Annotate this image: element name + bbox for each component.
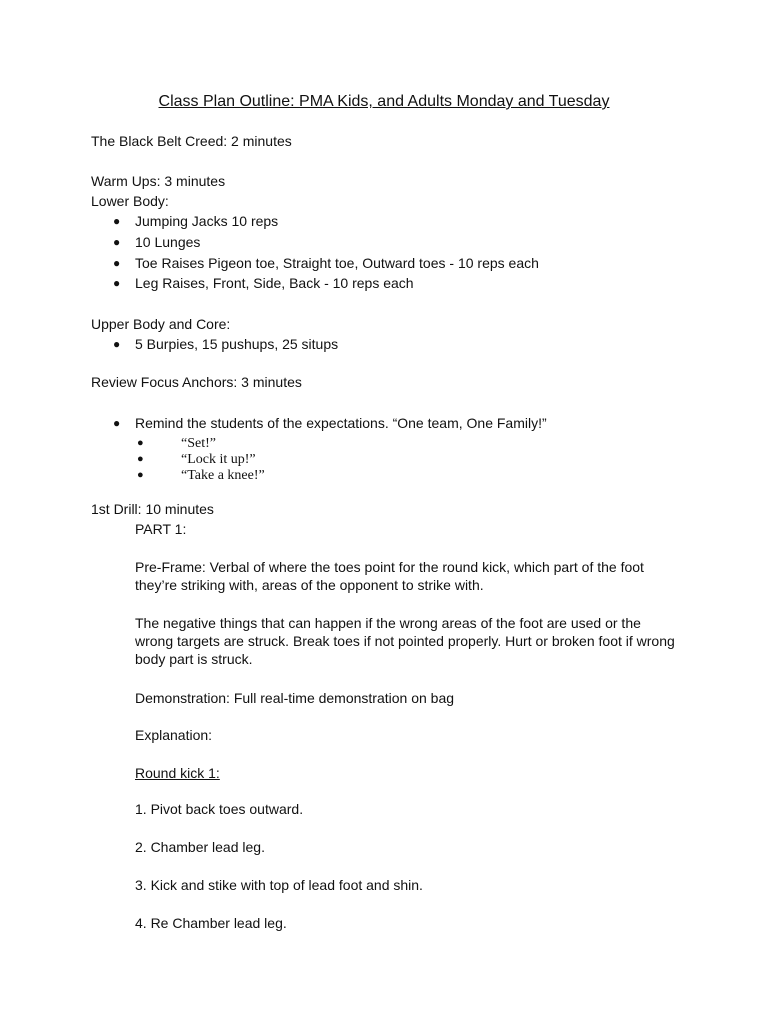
negative-paragraph: The negative things that can happen if the wrong areas of the foot are used or the wrong targets are struck. Break toes if not pointed properly. Hurt or broken foot if wrong body part is struck. — [135, 615, 675, 667]
creed-heading: The Black Belt Creed: 2 minutes — [91, 133, 292, 149]
explanation-line: Explanation: — [135, 727, 213, 743]
preframe-paragraph: Pre-Frame: Verbal of where the toes point for the round kick, which part of the foot they’re striking with, areas of the opponent to strike with. — [135, 559, 644, 593]
bullet-icon: ● — [113, 337, 121, 351]
bullet-icon: ● — [113, 276, 121, 290]
round-kick-heading: Round kick 1: — [135, 765, 220, 781]
focus-anchors-heading: Review Focus Anchors: 3 minutes — [91, 374, 302, 390]
bullet-icon: ● — [113, 235, 121, 249]
step-item: 3. Kick and stike with top of lead foot and shin. — [135, 877, 423, 893]
bullet-icon: ● — [137, 469, 144, 481]
part-heading: PART 1: — [135, 521, 187, 537]
lower-body-heading: Lower Body: — [91, 193, 169, 209]
page-title: Class Plan Outline: PMA Kids, and Adults Monday and Tuesday — [158, 93, 610, 110]
drill-heading: 1st Drill: 10 minutes — [91, 501, 214, 517]
list-item-text: Toe Raises Pigeon toe, Straight toe, Outward toes - 10 reps each — [135, 255, 539, 271]
step-item: 4. Re Chamber lead leg. — [135, 915, 287, 931]
warmups-heading: Warm Ups: 3 minutes — [91, 173, 226, 189]
step-item: 1. Pivot back toes outward. — [135, 801, 304, 817]
list-item-text: Remind the students of the expectations. “One team, One Family!” — [135, 415, 547, 431]
sub-list-item-text: “Lock it up!” — [181, 452, 256, 467]
bullet-icon: ● — [137, 437, 144, 449]
bullet-icon: ● — [113, 214, 121, 228]
upper-body-heading: Upper Body and Core: — [91, 316, 231, 332]
sub-list-item-text: “Set!” — [181, 436, 216, 451]
list-item-text: Leg Raises, Front, Side, Back - 10 reps each — [135, 275, 414, 291]
bullet-icon: ● — [113, 416, 121, 430]
sub-list-item-text: “Take a knee!” — [181, 468, 265, 483]
list-item-text: 5 Burpies, 15 pushups, 25 situps — [135, 336, 339, 352]
step-item: 2. Chamber lead leg. — [135, 839, 265, 855]
list-item-text: Jumping Jacks 10 reps — [135, 213, 279, 229]
demonstration-line: Demonstration: Full real-time demonstration on bag — [135, 690, 455, 706]
list-item-text: 10 Lunges — [135, 234, 201, 250]
bullet-icon: ● — [137, 453, 144, 465]
bullet-icon: ● — [113, 256, 121, 270]
